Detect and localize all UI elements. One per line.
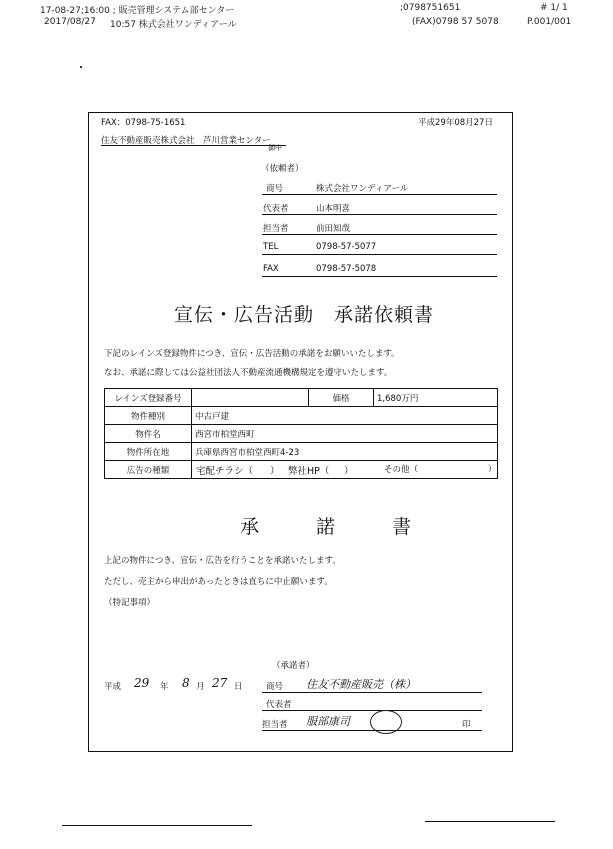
requester-fax-line [262,276,497,277]
requester-company-line [262,194,497,195]
name-label: 物件名 [105,425,192,443]
fax-number: (FAX)0798 57 5078 [412,17,499,27]
ad-website-close: ） [344,466,354,477]
requester-person-line [262,234,497,235]
ad-type-value [192,461,498,479]
bottom-rule-left [62,825,252,826]
recipient-underline [101,145,286,146]
recipient-onchu: 御中 [268,144,282,152]
price-value: 1,680万円 [374,389,498,407]
approver-rep-label: 代表者 [266,700,292,710]
approver-rep-line [262,710,482,711]
address-value: 兵庫県西宮市柏堂西町4-23 [192,443,498,461]
scan-speck [80,66,82,68]
approval-line-1: 上記の物件につき、宣伝・広告を行うことを承諾いたします。 [104,556,341,566]
fax-date: 2017/08/27 [44,17,96,27]
requester-tel-label: TEL [263,242,279,252]
fax-top-page: # 1/ 1 [540,3,568,13]
requester-company: 株式会社ワンディアール [316,184,409,194]
approver-person: 服部康司 [306,715,350,728]
special-notes-label: （特記事項） [104,598,156,608]
requester-person-label: 担当者 [263,224,289,234]
ad-flyer: 宅配チラシ（ [196,466,254,477]
table-row [105,407,498,425]
ad-other-close: ） [488,465,497,475]
approver-company-label: 商号 [266,682,284,692]
fax-top-number: ;0798751651 [400,3,461,13]
requester-rep-line [262,214,497,215]
intro-line-1: 下記のレインズ登録物件につき、宣伝・広告活動の承諾をお願いいたします。 [104,349,400,359]
ad-type-label: 広告の種類 [105,461,192,479]
table-row [105,443,498,461]
approval-hi: 日 [234,682,243,692]
table-row [105,389,498,407]
recipient-name: 住友不動産販売株式会社 芦川営業センター [101,136,271,146]
fax-sender: 10:57 株式会社ワンディアール [110,20,237,30]
approval-year: 29 [134,676,150,690]
seal-mark: 印 [462,720,471,730]
document-date: 平成29年08月27日 [418,118,493,128]
requester-rep-label: 代表者 [263,204,289,214]
price-label: 価格 [309,389,374,407]
table-row [105,425,498,443]
approval-title: 承 諾 書 [240,516,412,538]
requester-tel-line [262,254,497,255]
requester-tel: 0798-57-5077 [316,242,377,252]
approval-nen: 年 [160,682,169,692]
fax-page: P.001/001 [527,17,572,27]
name-value: 西宮市柏堂西町 [192,425,498,443]
reins-value [192,389,309,407]
ad-flyer-close: ） [270,466,280,477]
bottom-rule-right [425,821,555,822]
type-value: 中古戸建 [192,407,498,425]
fax-top-line: 17-08-27;16:00 ; 販売管理システム部センター [40,6,235,16]
requester-heading: （依頼者） [261,164,304,174]
approver-heading: （承諾者） [272,661,315,671]
property-table [104,388,498,479]
requester-fax: 0798-57-5078 [316,264,377,274]
to-fax: FAX：0798-75-1651 [101,118,186,128]
approval-date-prefix: 平成 [104,682,122,692]
approver-company: 住友不動産販売（株） [306,678,416,691]
approval-line-2: ただし、売主から申出があったときは直ちに中止願います。 [104,577,333,587]
requester-company-label: 商号 [266,184,284,194]
requester-fax-label: FAX [263,264,279,274]
approval-day: 27 [212,676,228,690]
approver-person-line [262,730,482,731]
approval-tsuki: 月 [196,682,205,692]
ad-other: その他（ [384,465,419,475]
approver-company-line [262,692,482,693]
intro-line-2: なお、承諾に際しては公益社団法人不動産流通機構規定を遵守いたします。 [104,368,393,378]
approval-month: 8 [182,676,190,690]
ad-website: 弊社HP（ [288,466,330,477]
type-label: 物件種別 [105,407,192,425]
approver-person-label: 担当者 [262,720,288,730]
table-row [105,461,498,479]
address-label: 物件所在地 [105,443,192,461]
requester-rep: 山本明喜 [316,204,351,214]
requester-person: 前田知哉 [316,224,351,234]
reins-label: レインズ登録番号 [105,389,192,407]
document-title: 宣伝・広告活動 承諾依頼書 [174,304,435,326]
